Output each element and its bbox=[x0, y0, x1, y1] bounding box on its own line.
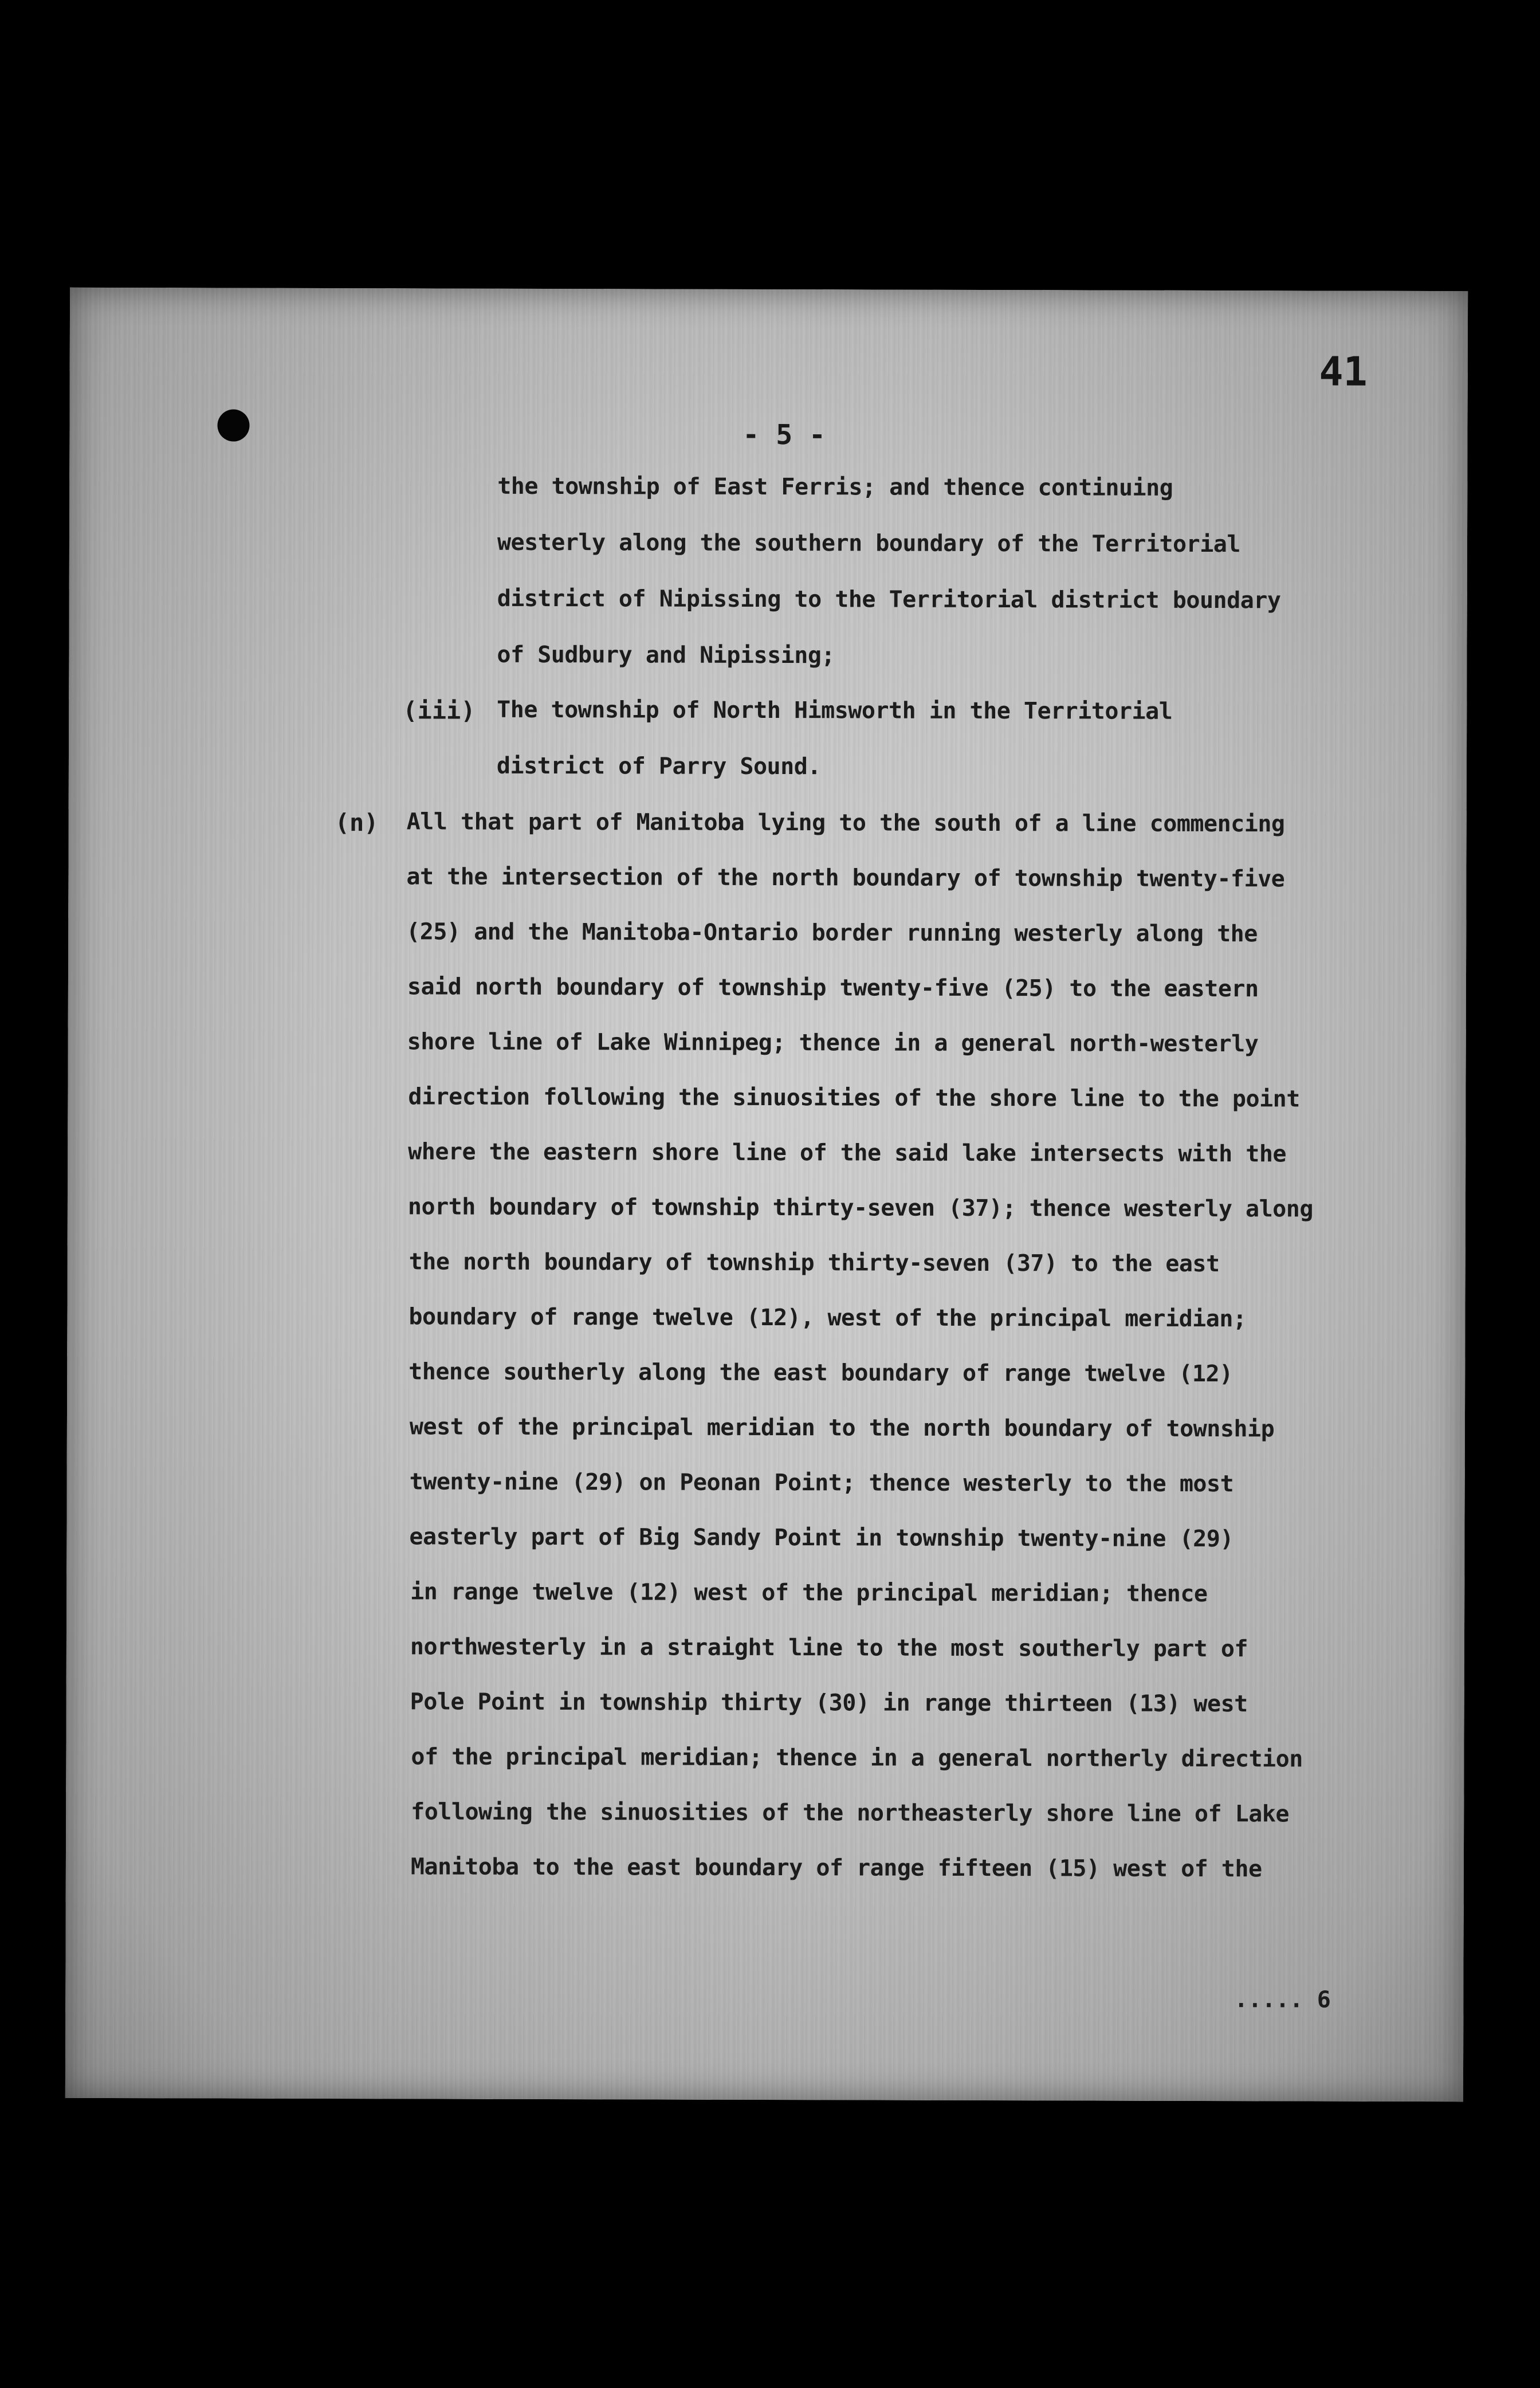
item-marker-n: (n) bbox=[335, 808, 379, 837]
text-line: of the principal meridian; thence in a general northerly direction bbox=[411, 1743, 1303, 1773]
text-line: Manitoba to the east boundary of range fifteen (15) west of the bbox=[410, 1853, 1262, 1883]
text-line: the north boundary of township thirty-seven (37) to the east bbox=[408, 1248, 1220, 1278]
text-line: (25) and the Manitoba-Ontario border running westerly along the bbox=[406, 918, 1258, 948]
continuation-marker: ..... 6 bbox=[1234, 1986, 1331, 2013]
text-line: northwesterly in a straight line to the most southerly part of bbox=[410, 1633, 1248, 1663]
text-line: thence southerly along the east boundary of range twelve (12) bbox=[408, 1358, 1233, 1388]
text-line: boundary of range twelve (12), west of the principal meridian; bbox=[408, 1303, 1247, 1333]
document-page bbox=[65, 288, 1468, 2102]
folio-number: 41 bbox=[1319, 348, 1368, 395]
text-line: district of Parry Sound. bbox=[496, 752, 821, 780]
text-line: district of Nipissing to the Territorial district boundary bbox=[497, 585, 1281, 614]
text-line: Pole Point in township thirty (30) in range thirteen (13) west bbox=[410, 1688, 1248, 1718]
page-number: - 5 - bbox=[742, 418, 826, 451]
text-line: shore line of Lake Winnipeg; thence in a general north-westerly bbox=[407, 1028, 1259, 1058]
text-line: direction following the sinuosities of the shore line to the point bbox=[408, 1083, 1300, 1113]
text-line: where the eastern shore line of the said lake intersects with the bbox=[408, 1138, 1287, 1168]
text-line: The township of North Himsworth in the Territorial bbox=[497, 696, 1173, 725]
text-line: following the sinuosities of the northeasterly shore line of Lake bbox=[411, 1798, 1290, 1828]
text-line: easterly part of Big Sandy Point in township twenty-nine (29) bbox=[409, 1523, 1234, 1553]
text-line: the township of East Ferris; and thence continuing bbox=[497, 473, 1173, 501]
text-line: All that part of Manitoba lying to the south of a line commencing bbox=[406, 808, 1285, 838]
text-line: in range twelve (12) west of the principal meridian; thence bbox=[410, 1578, 1208, 1608]
text-line: north boundary of township thirty-seven (37); thence westerly along bbox=[407, 1193, 1313, 1223]
text-line: at the intersection of the north boundary of township twenty-five bbox=[406, 863, 1285, 893]
punch-hole bbox=[217, 409, 249, 441]
text-line: west of the principal meridian to the north boundary of township bbox=[409, 1413, 1275, 1443]
item-marker-iii: (iii) bbox=[403, 696, 476, 725]
text-line: twenty-nine (29) on Peonan Point; thence westerly to the most bbox=[409, 1468, 1234, 1498]
text-line: westerly along the southern boundary of the Territorial bbox=[497, 529, 1241, 558]
text-line: of Sudbury and Nipissing; bbox=[497, 641, 835, 669]
text-line: said north boundary of township twenty-five (25) to the eastern bbox=[407, 973, 1259, 1003]
